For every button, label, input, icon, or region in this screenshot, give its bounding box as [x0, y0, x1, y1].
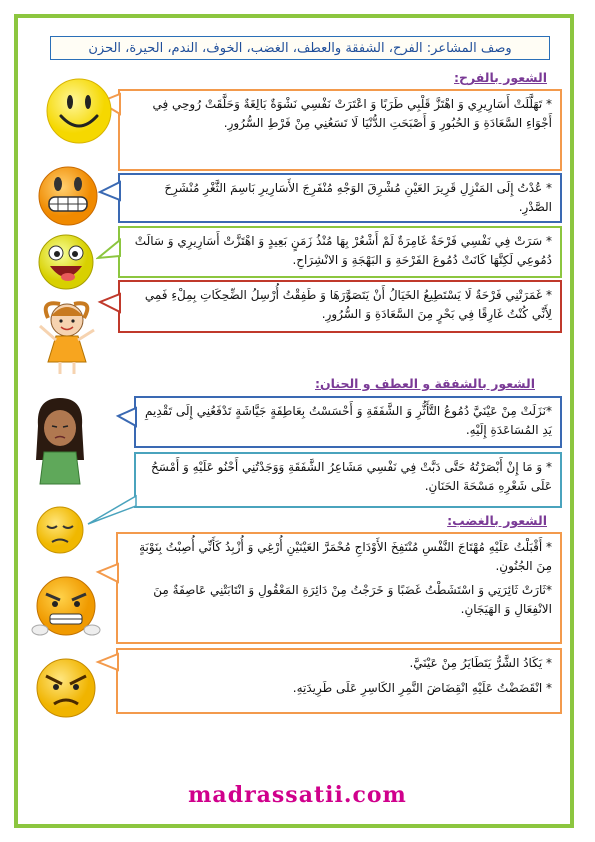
anger-text-3: * يَكَادُ الشَّرُّ يَتَطَايَرُ مِنْ عَيْنَيَّ.	[409, 656, 552, 670]
anger-text-4: * انْقَضَضْتُ عَلَيْهِ انْقِضَاضَ النَّمِرِ الكَاسِرِ عَلَى طَرِيدَتِهِ.	[292, 680, 552, 695]
happy-girl-icon	[30, 294, 104, 378]
joy-text-3: * سَرَتْ فِي نَفْسِي فَرْحَةٌ غَامِرَةٌ لَمْ أَشْعُرْ بِهَا مُنْذُ زَمَنٍ بَعِيدٍ وَ اهْتَزَّتْ أَسَارِيرِي وَ سَالَتْ دُمُوعِي لَكِنَّهَا كَانَتْ دُمُوعَ الفَرْحَةِ وَ البَهْجَةِ وَ الانْشِرَاحِ.	[134, 234, 552, 267]
joy-bubble-2	[118, 173, 562, 223]
sad-face-icon	[34, 504, 86, 556]
pity-bubble-2	[134, 452, 562, 508]
laughing-face-icon	[34, 232, 98, 292]
pity-bubble-1	[134, 396, 562, 448]
angry-face-icon	[30, 572, 102, 644]
grinning-face-icon	[36, 164, 100, 228]
sad-girl-icon	[30, 396, 90, 486]
joy-text-2: * عُدْتُ إِلَى المَنْزِلِ قَرِيرَ العَيْنِ مُشْرِقَ الوَجْهِ مُنْفَرِجَ الأَسَارِيرِ بَاسِمَ الثَّغْرِ مُنْشَرِحَ الصَّدْرِ.	[164, 181, 552, 214]
anger-text-2: *ثَارَتْ ثَائِرَتِي وَ اسْتَشَطْتُ غَضَبًا وَ خَرَجْتُ مِنْ دَائِرَةِ المَعْقُولِ وَ انْتَابَتْنِي عَاصِفَةٌ مِنَ الانْفِعَالِ وَ الهَيَجَانِ.	[153, 583, 552, 616]
watermark: madrassatii.com	[188, 782, 407, 808]
anger-text-1: * أَقْبَلْتُ عَلَيْهِ مُهْتَاجَ النَّفْسِ مُنْتَفِخَ الأَوْدَاجِ مُحْمَرَّ العَيْنَيْنِ أُرْغِي وَ أُزْبِدُ كَأَنِّي أُصِبْتُ بِنَوْبَةٍ مِنَ الجُنُونِ.	[139, 540, 552, 573]
section-heading-pity: الشعور بالشفقة و العطف و الحنان:	[314, 376, 535, 391]
section-heading-anger: الشعور بالغضب:	[447, 513, 547, 528]
anger-bubble-2	[116, 648, 562, 714]
joy-bubble-3	[118, 226, 562, 278]
joy-bubble-4	[118, 280, 562, 333]
section-heading-joy: الشعور بالفرح:	[454, 70, 547, 85]
page-title	[50, 36, 550, 60]
furious-face-icon	[34, 656, 98, 720]
joy-text-4: * غَمَرَتْنِي فَرْحَةٌ لَا يَسْتَطِيعُ الخَيَالُ أَنْ يَتَصَوَّرَهَا وَ طَفِقْتُ أُرْسِلُ الضِّحِكَاتِ بِمِلْءِ فَمِي لِأَنِّي كُنْتُ غَارِقًا فِي بَحْرٍ مِنَ السَّعَادَةِ وَ السُّرُورِ.	[144, 288, 552, 321]
smiley-face-icon	[44, 76, 114, 146]
anger-bubble-1	[116, 532, 562, 644]
pity-text-1: *نَزَلَتْ مِنْ عَيْنَيَّ دُمُوعُ التَّأَثُّرِ وَ الشَّفَقَةِ وَ أَحْسَسْتُ بِعَاطِفَةٍ جَيَّاشَةٍ تَدْفَعُنِي إِلَى تَقْدِيمِ يَدِ المُسَاعَدَةِ إِلَيْهِ.	[145, 404, 552, 437]
pity-text-2: * وَ مَا إِنْ أَبْصَرْتُهُ حَتَّى دَبَّتْ فِي نَفْسِي مَشَاعِرُ الشَّفَقَةِ وَوَجَدْتُنِي أَحْنُو عَلَيْهِ وَ أَمْسَحُ عَلَى شَعْرِهِ مَسْحَةَ الحَنَانِ.	[151, 460, 552, 493]
pity-bubble-tails	[84, 400, 144, 530]
joy-bubble-1	[118, 89, 562, 171]
joy-text-1: * تَهَلَّلَتْ أَسَارِيرِي وَ اهْتَزَّ قَلْبِي طَرَبًا وَ اعْتَرَتْ نَفْسِي نَشْوَةٌ بَالِغَةٌ وَحَلَّقَتْ رُوحِي فِي أَجْوَاءِ السَّعَادَةِ وَ الحُبُورِ وَ أَصْبَحَتِ الدُّنْيَا لَا تَسَعُنِي مِنْ فَرْطِ السُّرُورِ.	[152, 97, 552, 130]
page-title-text: وصف المشاعر: الفرح، الشفقة والعطف، الغضب، الخوف، الندم، الحيرة، الحزن	[88, 40, 512, 56]
